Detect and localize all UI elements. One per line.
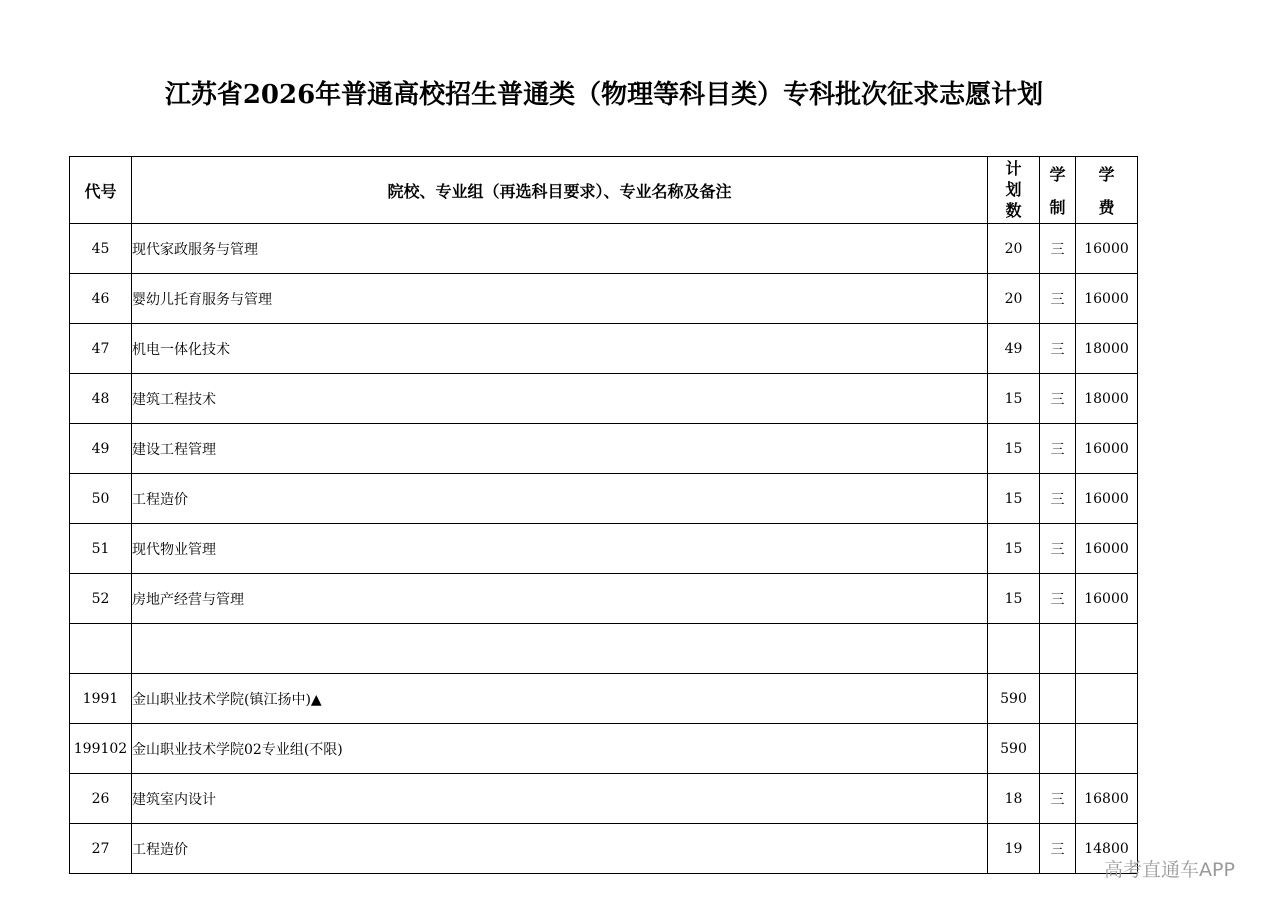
cell-plan: 20	[988, 224, 1040, 274]
cell-fee	[1076, 724, 1138, 774]
table-row	[70, 224, 1138, 274]
table-header-row	[70, 157, 1138, 224]
cell-plan: 18	[988, 774, 1040, 824]
cell-years	[1040, 624, 1076, 674]
header-plan-char-2: 划	[1005, 180, 1022, 199]
cell-name: 工程造价	[132, 474, 988, 524]
cell-years	[1040, 674, 1076, 724]
cell-fee: 16000	[1076, 424, 1138, 474]
header-plan-char-3: 数	[1005, 201, 1022, 220]
table-row	[70, 424, 1138, 474]
cell-code: 46	[70, 274, 132, 324]
cell-years: 三	[1040, 374, 1076, 424]
table-row-empty	[70, 624, 1138, 674]
cell-years: 三	[1040, 274, 1076, 324]
cell-fee: 16000	[1076, 474, 1138, 524]
cell-code: 45	[70, 224, 132, 274]
cell-plan: 15	[988, 374, 1040, 424]
cell-code: 26	[70, 774, 132, 824]
page-title: 江苏省2026年普通高校招生普通类（物理等科目类）专科批次征求志愿计划	[164, 80, 1044, 110]
cell-name: 机电一体化技术	[132, 324, 988, 374]
table-row	[70, 774, 1138, 824]
cell-plan: 15	[988, 574, 1040, 624]
header-years-char-1: 学	[1049, 165, 1066, 184]
header-fee	[1076, 157, 1138, 224]
cell-years: 三	[1040, 224, 1076, 274]
cell-years	[1040, 724, 1076, 774]
cell-fee: 16000	[1076, 274, 1138, 324]
cell-years: 三	[1040, 474, 1076, 524]
cell-plan: 15	[988, 424, 1040, 474]
header-years-char-2: 制	[1049, 198, 1066, 217]
cell-years: 三	[1040, 824, 1076, 874]
cell-years: 三	[1040, 524, 1076, 574]
cell-years: 三	[1040, 774, 1076, 824]
cell-code: 27	[70, 824, 132, 874]
cell-code: 52	[70, 574, 132, 624]
header-plan	[988, 157, 1040, 224]
header-code: 代号	[70, 157, 132, 224]
cell-fee: 16000	[1076, 524, 1138, 574]
cell-code: 48	[70, 374, 132, 424]
cell-years: 三	[1040, 324, 1076, 374]
cell-name: 现代家政服务与管理	[132, 224, 988, 274]
cell-name	[132, 624, 988, 674]
table-row	[70, 824, 1138, 874]
table-row	[70, 574, 1138, 624]
cell-plan: 590	[988, 724, 1040, 774]
table-row-school	[70, 674, 1138, 724]
table-row	[70, 474, 1138, 524]
cell-fee: 16000	[1076, 574, 1138, 624]
cell-fee: 16000	[1076, 224, 1138, 274]
cell-code: 47	[70, 324, 132, 374]
cell-plan	[988, 624, 1040, 674]
header-fee-char-1: 学	[1098, 165, 1115, 184]
table-row	[70, 374, 1138, 424]
cell-code	[70, 624, 132, 674]
table-row	[70, 274, 1138, 324]
cell-name: 婴幼儿托育服务与管理	[132, 274, 988, 324]
cell-plan: 19	[988, 824, 1040, 874]
cell-name: 金山职业技术学院(镇江扬中)▲	[132, 674, 988, 724]
table-row	[70, 524, 1138, 574]
header-years	[1040, 157, 1076, 224]
cell-years: 三	[1040, 424, 1076, 474]
cell-code: 1991	[70, 674, 132, 724]
cell-code: 49	[70, 424, 132, 474]
cell-code: 50	[70, 474, 132, 524]
cell-fee: 18000	[1076, 374, 1138, 424]
cell-years: 三	[1040, 574, 1076, 624]
cell-plan: 49	[988, 324, 1040, 374]
cell-fee: 16800	[1076, 774, 1138, 824]
enrollment-plan-table	[69, 156, 1138, 874]
cell-name: 建设工程管理	[132, 424, 988, 474]
cell-plan: 590	[988, 674, 1040, 724]
cell-name: 现代物业管理	[132, 524, 988, 574]
header-plan-char-1: 计	[1005, 159, 1022, 178]
header-fee-char-2: 费	[1098, 198, 1115, 217]
cell-fee	[1076, 624, 1138, 674]
cell-name: 房地产经营与管理	[132, 574, 988, 624]
header-name: 院校、专业组（再选科目要求）、专业名称及备注	[132, 157, 988, 224]
cell-plan: 15	[988, 524, 1040, 574]
cell-name: 金山职业技术学院02专业组(不限)	[132, 724, 988, 774]
table-row-group	[70, 724, 1138, 774]
cell-plan: 15	[988, 474, 1040, 524]
cell-name: 建筑室内设计	[132, 774, 988, 824]
cell-fee: 18000	[1076, 324, 1138, 374]
cell-fee	[1076, 674, 1138, 724]
cell-name: 工程造价	[132, 824, 988, 874]
cell-plan: 20	[988, 274, 1040, 324]
cell-code: 199102	[70, 724, 132, 774]
table-row	[70, 324, 1138, 374]
cell-code: 51	[70, 524, 132, 574]
watermark: 高考直通车APP	[1104, 859, 1235, 881]
cell-fee: 14800	[1076, 824, 1138, 874]
cell-name: 建筑工程技术	[132, 374, 988, 424]
